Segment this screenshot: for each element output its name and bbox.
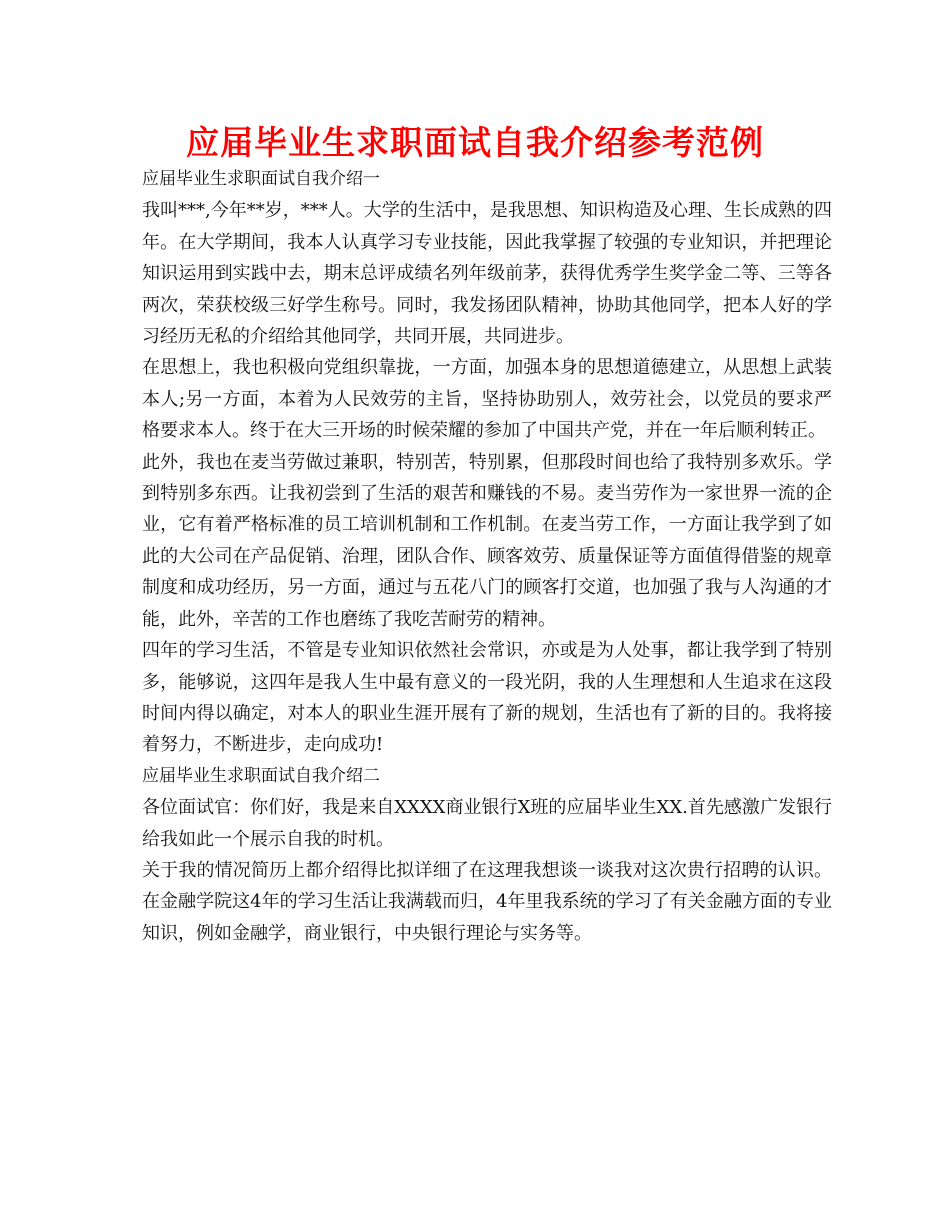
- paragraph-greeting: 各位面试官：你们好，我是来自XXXX商业银行X班的应届毕业生XX.首先感激广发银行给我如此一个展示自我的时机。: [142, 797, 832, 850]
- paragraph-parttime: 此外，我也在麦当劳做过兼职，特别苦，特别累，但那段时间也给了我特别多欢乐。学到特别多东西。让我初尝到了生活的艰苦和赚钱的不易。麦当劳作为一家世界一流的企业，它有着严格标准的员工培训机制和工作机制。在麦当劳工作，一方面让我学到了如此的大公司在产品促销、治理，团队合作、顾客效劳、质量保证等方面值得借鉴的规章制度和成功经历，另一方面，通过与五花八门的顾客打交道，也加强了我与人沟通的才能，此外，辛苦的工作也磨练了我吃苦耐劳的精神。: [142, 451, 832, 630]
- document-body: [142, 164, 832, 949]
- document-title: 应届毕业生求职面试自我介绍参考范例: [186, 123, 764, 162]
- paragraph-ideology: 在思想上，我也积极向党组织靠拢，一方面，加强本身的思想道德建立，从思想上武装本人;另一方面，本着为人民效劳的主旨，坚持协助别人，效劳社会，以党员的要求严格要求本人。终于在大三开场的时候荣耀的参加了中国共产党，并在一年后顺利转正。: [142, 357, 832, 442]
- paragraph-intro: 我叫***,今年**岁，***人。大学的生活中，是我思想、知识构造及心理、生长成熟的四年。在大学期间，我本人认真学习专业技能，因此我掌握了较强的专业知识，并把理论知识运用到实践中去，期末总评成绩名列年级前茅，获得优秀学生奖学金二等、三等各两次，荣获校级三好学生称号。同时，我发扬团队精神，协助其他同学，把本人好的学习经历无私的介绍给其他同学，共同开展，共同进步。: [142, 200, 832, 348]
- paragraph-summary: 四年的学习生活，不管是专业知识依然社会常识，亦或是为人处事，都让我学到了特别多，能够说，这四年是我人生中最有意义的一段光阴，我的人生理想和人生追求在这段时间内得以确定，对本人的职业生涯开展有了新的规划，生活也有了新的目的。我将接着努力，不断进步，走向成功!: [142, 640, 832, 756]
- paragraph-resume: 关于我的情况简历上都介绍得比拟详细了在这理我想谈一谈我对这次贵行招聘的认识。在金融学院这4年的学习生活让我满载而归，4年里我系统的学习了有关金融方面的专业知识，例如金融学，商业银行，中央银行理论与实务等。: [142, 859, 832, 944]
- section-heading-1: 应届毕业生求职面试自我介绍一: [142, 169, 380, 189]
- section-heading-2: 应届毕业生求职面试自我介绍二: [142, 765, 380, 786]
